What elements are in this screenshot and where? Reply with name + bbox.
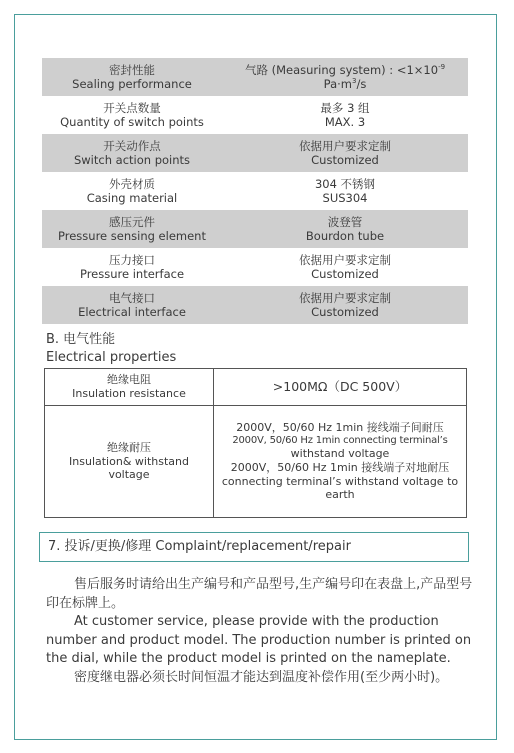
table-row — [45, 406, 467, 518]
spec-label — [42, 96, 222, 134]
paragraph-text: 密度继电器必须长时间恒温才能达到温度补偿作用(至少两小时)。 — [74, 670, 449, 685]
label-cn: 绝缘耐压 — [107, 440, 151, 454]
value-en: SUS304 — [322, 191, 368, 205]
electrical-table — [44, 368, 467, 518]
table-row — [42, 248, 468, 286]
value-cn: 波登管 — [327, 214, 363, 229]
label-en-cont: voltage — [108, 468, 150, 482]
voltage-line: 2000V，50/60 Hz 1min 接线端子对地耐压 — [230, 460, 450, 474]
voltage-line: connecting terminal’s withstand voltage to — [221, 474, 459, 488]
sealing-unit-tail: /s — [356, 77, 367, 91]
label-cn: 密封性能 — [109, 62, 155, 77]
spec-value — [222, 58, 468, 96]
label-cn: 感压元件 — [109, 214, 155, 229]
spec-label — [42, 210, 222, 248]
spec-label — [42, 134, 222, 172]
spec-label — [42, 248, 222, 286]
section-b-title-cn: B. 电气性能 — [46, 332, 116, 347]
label-cn: 压力接口 — [109, 252, 155, 267]
value-en: Customized — [311, 305, 379, 319]
section-b-heading — [46, 331, 176, 367]
value-cn: 依据用户要求定制 — [299, 138, 391, 153]
table-row — [42, 58, 468, 96]
label-cn: 外壳材质 — [109, 176, 155, 191]
label-en: Insulation resistance — [72, 387, 186, 400]
insulation-resistance-value: >100MΩ（DC 500V） — [214, 369, 467, 406]
paragraph-service-cn — [46, 576, 474, 613]
elec-label — [45, 369, 214, 406]
label-en: Electrical interface — [78, 305, 186, 319]
spec-label — [42, 58, 222, 96]
label-en: Insulation& withstand — [69, 454, 189, 468]
spec-label — [42, 172, 222, 210]
value-en: MAX. 3 — [324, 115, 366, 129]
voltage-line: 2000V，50/60 Hz 1min 接线端子间耐压 — [236, 420, 444, 434]
elec-label — [45, 406, 214, 518]
label-cn: 绝缘电阻 — [107, 373, 151, 387]
label-cn: 开关点数量 — [103, 100, 161, 115]
paragraph-temperature-cn — [46, 669, 474, 688]
spec-value — [222, 172, 468, 210]
label-en: Pressure sensing element — [58, 229, 206, 243]
label-en: Switch action points — [73, 153, 191, 167]
spec-value — [222, 210, 468, 248]
label-cn: 开关动作点 — [103, 138, 161, 153]
label-cn: 电气接口 — [109, 290, 155, 305]
sealing-exponent: -9 — [438, 62, 446, 71]
voltage-line: earth — [325, 488, 355, 502]
label-en: Quantity of switch points — [60, 115, 204, 129]
value-cn: 最多 3 组 — [320, 100, 370, 115]
spec-label — [42, 286, 222, 324]
label-en: Sealing performance — [72, 77, 192, 91]
voltage-line: 2000V, 50/60 Hz 1min connecting terminal’s — [232, 434, 448, 446]
label-en: Casing material — [86, 191, 178, 205]
section-7-heading: 7. 投诉/更换/修理 Complaint/replacement/repair — [39, 532, 469, 562]
table-row — [42, 96, 468, 134]
voltage-line: withstand voltage — [290, 447, 390, 461]
sealing-unit: Pa·m — [323, 77, 352, 91]
value-cn: 依据用户要求定制 — [299, 252, 391, 267]
table-row — [45, 369, 467, 406]
sealing-value-pre: 气路 (Measuring system) : <1×10 — [244, 62, 439, 77]
spec-table — [42, 58, 468, 324]
paragraph-service-en — [46, 613, 474, 669]
spec-value — [222, 286, 468, 324]
spec-value — [222, 96, 468, 134]
section-b-title-en: Electrical properties — [46, 350, 177, 365]
table-row — [42, 134, 468, 172]
value-cn: 304 不锈钢 — [314, 176, 376, 191]
spec-value — [222, 248, 468, 286]
value-en: Bourdon tube — [305, 229, 385, 243]
paragraph-text: 售后服务时请给出生产编号和产品型号,生产编号印在表盘上,产品型号印在标牌上。 — [46, 577, 473, 611]
value-en: Customized — [311, 267, 379, 281]
sealing-unit-exponent: 3 — [351, 77, 357, 86]
spec-value — [222, 134, 468, 172]
table-row — [42, 172, 468, 210]
value-cn: 依据用户要求定制 — [299, 290, 391, 305]
table-row — [42, 286, 468, 324]
label-en: Pressure interface — [79, 267, 185, 281]
withstand-voltage-value — [214, 406, 467, 518]
value-en: Customized — [311, 153, 379, 167]
paragraph-text: At customer service, please provide with the production number and product model. The production number is printed on the dial, while the product model is printed on the nameplate. — [46, 614, 472, 666]
table-row — [42, 210, 468, 248]
